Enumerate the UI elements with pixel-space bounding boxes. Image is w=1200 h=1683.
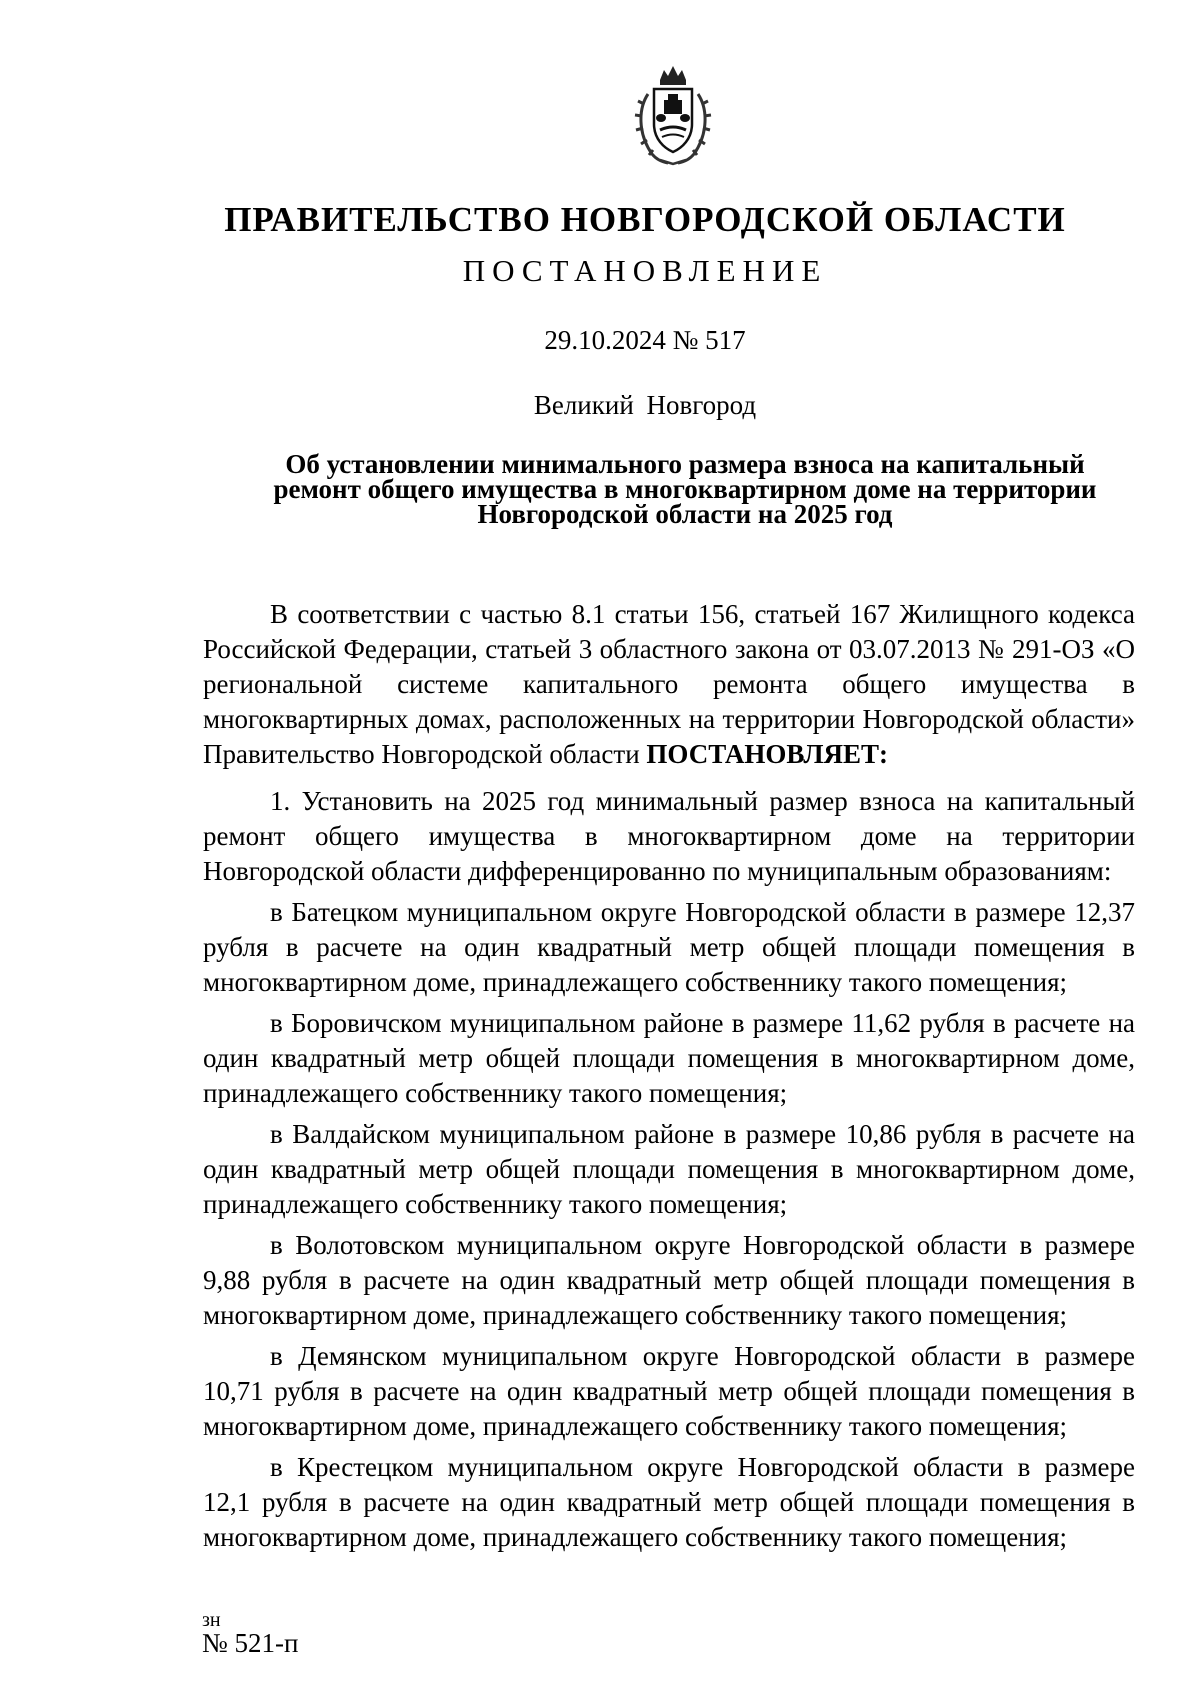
- document-date-number: 29.10.2024 № 517: [544, 325, 746, 355]
- item-1-paragraph: 1. Установить на 2025 год минимальный размер взноса на капитальный ремонт общего имущества в многоквартирном доме на территории Новгородской области дифференцированно по муниципальным образованиям:: [203, 786, 1135, 886]
- district-paragraph: в Волотовском муниципальном округе Новгородской области в размере 9,88 рубля в расчете на один квадратный метр общей площади помещения в многоквартирном доме, принадлежащего собственнику такого помещения;: [203, 1230, 1135, 1330]
- preamble-paragraph: [203, 597, 1135, 772]
- district-paragraph: в Валдайском муниципальном районе в размере 10,86 рубля в расчете на один квадратный метр общей площади помещения в многоквартирном доме, принадлежащего собственнику такого помещения;: [203, 1119, 1135, 1219]
- document-type: ПОСТАНОВЛЕНИЕ: [462, 253, 828, 288]
- subject-line: Об установлении минимального размера взноса на капитальный: [285, 449, 1085, 479]
- decree-word: ПОСТАНОВЛЯЕТ:: [646, 739, 888, 769]
- government-title: ПРАВИТЕЛЬСТВО НОВГОРОДСКОЙ ОБЛАСТИ: [224, 200, 1066, 239]
- subject-line: Новгородской области на 2025 год: [477, 499, 893, 529]
- district-paragraph: в Крестецком муниципальном округе Новгородской области в размере 12,1 рубля в расчете на один квадратный метр общей площади помещения в многоквартирном доме, принадлежащего собственнику такого помещения;: [203, 1452, 1135, 1552]
- district-paragraph: в Демянском муниципальном округе Новгородской области в размере 10,71 рубля в расчете на один квадратный метр общей площади помещения в многоквартирном доме, принадлежащего собственнику такого помещения;: [203, 1341, 1135, 1441]
- subject-line: ремонт общего имущества в многоквартирном доме на территории: [273, 474, 1097, 504]
- preamble-text: В соответствии с частью 8.1 статьи 156, статьей 167 Жилищного кодекса Российской Федерации, статьей 3 областного закона от 03.07.2013 № 291-ОЗ «О региональной системе капитального ремонта общего имущества в многоквартирных домах, расположенных на территории Новгородской области» Правительство Новгородской области: [203, 599, 1135, 769]
- document-subject: [235, 449, 1135, 529]
- footer-code: зн: [202, 1609, 221, 1631]
- footer-number: № 521-п: [202, 1628, 299, 1658]
- district-paragraph: в Боровичском муниципальном районе в размере 11,62 рубля в расчете на один квадратный метр общей площади помещения в многоквартирном доме, принадлежащего собственнику такого помещения;: [203, 1008, 1135, 1108]
- district-paragraph: в Батецком муниципальном округе Новгородской области в размере 12,37 рубля в расчете на один квадратный метр общей площади помещения в многоквартирном доме, принадлежащего собственнику такого помещения;: [203, 897, 1135, 997]
- coat-of-arms-icon: [630, 64, 716, 168]
- document-city: Великий Новгород: [533, 390, 757, 420]
- document-body: [203, 597, 1135, 1555]
